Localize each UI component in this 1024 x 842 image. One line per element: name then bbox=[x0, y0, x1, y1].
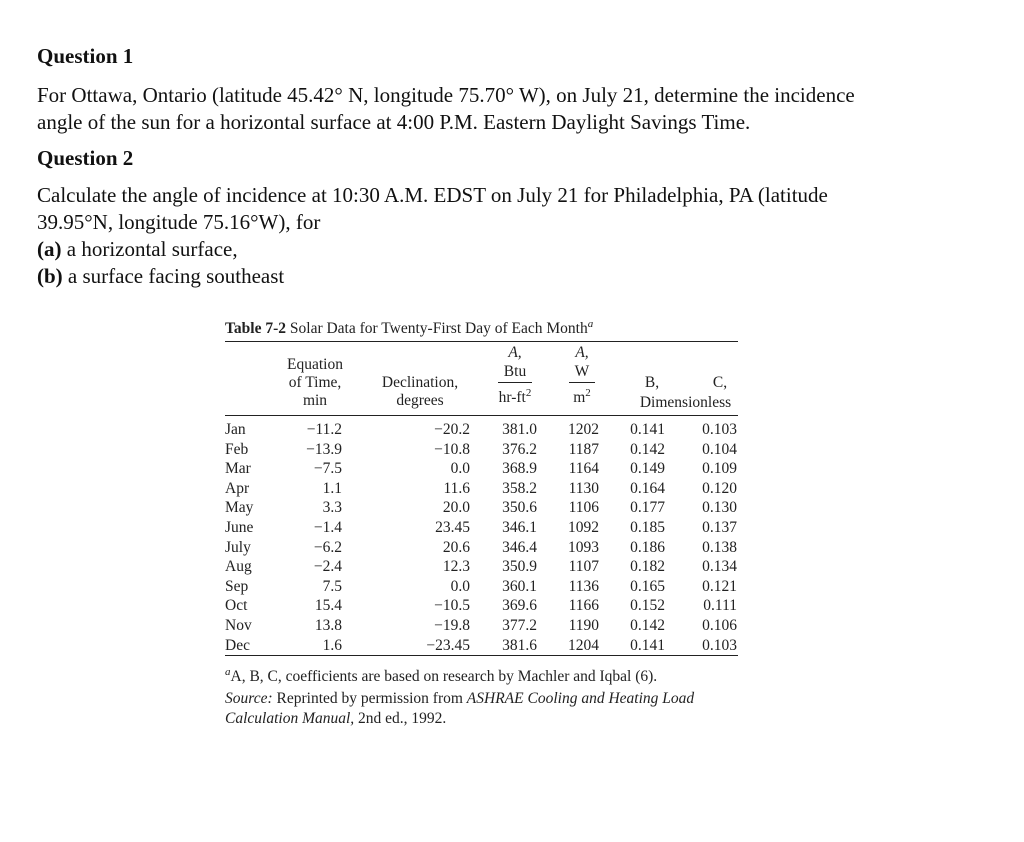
cell-declination: −10.8 bbox=[434, 440, 470, 458]
table-bottom-rule bbox=[225, 655, 738, 656]
table-row bbox=[225, 557, 738, 577]
cell-declination: −23.45 bbox=[426, 636, 470, 654]
cell-c: 0.120 bbox=[702, 479, 737, 497]
cell-b: 0.141 bbox=[630, 636, 665, 654]
table-number: Table 7-2 bbox=[225, 320, 287, 337]
cell-a-btu: 350.6 bbox=[502, 499, 537, 517]
cell-c: 0.103 bbox=[702, 421, 737, 438]
cell-c: 0.106 bbox=[702, 616, 737, 634]
header-a-w-fraction bbox=[569, 362, 596, 408]
cell-a-btu: 358.2 bbox=[502, 479, 537, 497]
table-footnote bbox=[225, 662, 738, 687]
cell-month: Dec bbox=[225, 636, 250, 654]
cell-a-w: 1092 bbox=[568, 518, 599, 536]
header-declination bbox=[365, 374, 475, 410]
question-2-part-b bbox=[37, 263, 828, 290]
cell-month: June bbox=[225, 518, 254, 536]
header-equation-of-time bbox=[265, 356, 365, 410]
cell-a-w: 1093 bbox=[568, 538, 599, 556]
source-title-1: ASHRAE Cooling and Heating Load bbox=[466, 690, 695, 708]
header-a-btu-fraction bbox=[498, 362, 532, 408]
cell-eq-time: −7.5 bbox=[313, 460, 342, 478]
cell-a-w: 1130 bbox=[568, 479, 599, 497]
cell-declination: 20.6 bbox=[442, 538, 470, 556]
cell-month: Nov bbox=[225, 616, 252, 634]
header-a-btu-den-sup: 2 bbox=[525, 387, 532, 399]
part-a-label: (a) bbox=[37, 237, 62, 261]
part-b-label: (b) bbox=[37, 264, 63, 288]
cell-a-w: 1190 bbox=[568, 616, 599, 634]
header-b: B, bbox=[644, 374, 660, 391]
header-a-btu-top: A, bbox=[508, 344, 522, 361]
cell-eq-time: −13.9 bbox=[306, 440, 342, 458]
cell-a-btu: 346.1 bbox=[502, 518, 537, 536]
cell-a-btu: 381.0 bbox=[502, 421, 537, 438]
cell-declination: 23.45 bbox=[435, 518, 470, 536]
cell-eq-time: 3.3 bbox=[322, 499, 342, 517]
header-dimensionless: Dimensionless bbox=[639, 394, 732, 411]
source-label: Source: bbox=[225, 690, 273, 708]
table-body bbox=[225, 420, 738, 655]
footnote-text: A, B, C, coefficients are based on research by Machler and Iqbal (6). bbox=[230, 668, 658, 686]
cell-month: Oct bbox=[225, 597, 248, 615]
cell-c: 0.121 bbox=[702, 577, 737, 595]
question-1-line-2: angle of the sun for a horizontal surface at 4:00 P.M. Eastern Daylight Savings Time. bbox=[37, 110, 751, 134]
question-2-title: Question 2 bbox=[37, 146, 134, 170]
table-row bbox=[225, 459, 738, 479]
cell-eq-time: −11.2 bbox=[306, 421, 342, 438]
cell-month: Jan bbox=[225, 421, 246, 438]
table-row bbox=[225, 479, 738, 499]
question-2-text bbox=[37, 182, 828, 290]
solar-data-table bbox=[225, 318, 738, 729]
cell-a-btu: 368.9 bbox=[502, 460, 537, 478]
cell-a-w: 1187 bbox=[568, 440, 599, 458]
cell-b: 0.186 bbox=[630, 538, 665, 556]
table-source bbox=[225, 689, 738, 729]
cell-b: 0.142 bbox=[630, 616, 665, 634]
cell-declination: 0.0 bbox=[450, 577, 470, 595]
cell-a-w: 1107 bbox=[568, 558, 599, 576]
cell-a-btu: 381.6 bbox=[502, 636, 537, 654]
cell-a-btu: 350.9 bbox=[502, 558, 537, 576]
cell-eq-time: −2.4 bbox=[313, 558, 342, 576]
header-a-w-den-sup: 2 bbox=[585, 387, 591, 399]
header-a-btu-denominator bbox=[498, 383, 532, 408]
cell-month: May bbox=[225, 499, 254, 517]
cell-eq-time: 1.6 bbox=[322, 636, 342, 654]
header-a-w-top: A, bbox=[575, 344, 589, 361]
cell-a-w: 1204 bbox=[568, 636, 599, 654]
header-a-w-numerator: W bbox=[569, 362, 596, 383]
cell-declination: −10.5 bbox=[434, 597, 470, 615]
cell-month: Mar bbox=[225, 460, 251, 478]
cell-c: 0.137 bbox=[702, 518, 737, 536]
cell-c: 0.104 bbox=[702, 440, 737, 458]
cell-b: 0.141 bbox=[630, 421, 665, 438]
question-1-text bbox=[37, 82, 855, 136]
cell-b: 0.142 bbox=[630, 440, 665, 458]
cell-declination: 0.0 bbox=[450, 460, 470, 478]
cell-a-btu: 369.6 bbox=[502, 597, 537, 615]
table-row bbox=[225, 420, 738, 440]
cell-eq-time: 7.5 bbox=[322, 577, 342, 595]
table-row bbox=[225, 498, 738, 518]
cell-declination: 11.6 bbox=[443, 479, 470, 497]
question-2-line-2: 39.95°N, longitude 75.16°W), for bbox=[37, 210, 321, 234]
cell-a-btu: 360.1 bbox=[502, 577, 537, 595]
part-a-text: a horizontal surface, bbox=[61, 237, 238, 261]
cell-b: 0.152 bbox=[630, 597, 665, 615]
table-row bbox=[225, 616, 738, 636]
header-a-btu bbox=[485, 344, 545, 408]
source-tail: 2nd ed., 1992. bbox=[354, 710, 447, 728]
header-a-w-den-text: m bbox=[573, 389, 586, 406]
cell-declination: −20.2 bbox=[434, 421, 470, 438]
header-a-w bbox=[557, 344, 607, 408]
table-row bbox=[225, 636, 738, 656]
cell-declination: −19.8 bbox=[434, 616, 470, 634]
cell-c: 0.109 bbox=[702, 460, 737, 478]
header-a-btu-numerator: Btu bbox=[498, 362, 532, 383]
cell-c: 0.130 bbox=[702, 499, 737, 517]
source-title-2: Calculation Manual, bbox=[225, 710, 355, 728]
cell-c: 0.134 bbox=[702, 558, 737, 576]
cell-b: 0.182 bbox=[630, 558, 665, 576]
cell-declination: 20.0 bbox=[442, 499, 470, 517]
table-caption bbox=[225, 318, 738, 338]
cell-a-w: 1166 bbox=[568, 597, 599, 615]
cell-c: 0.103 bbox=[702, 636, 737, 654]
cell-month: Sep bbox=[225, 577, 249, 595]
table-header-rule bbox=[225, 415, 738, 416]
header-eq-line-2: of Time, bbox=[288, 374, 342, 391]
cell-a-btu: 346.4 bbox=[502, 538, 537, 556]
cell-eq-time: 15.4 bbox=[314, 597, 342, 615]
cell-b: 0.165 bbox=[630, 577, 665, 595]
cell-a-w: 1106 bbox=[568, 499, 599, 517]
table-row bbox=[225, 577, 738, 597]
cell-month: July bbox=[225, 538, 251, 556]
question-2-part-a bbox=[37, 236, 828, 263]
question-2-line-1: Calculate the angle of incidence at 10:30 A.M. EDST on July 21 for Philadelphia, PA (latitude bbox=[37, 183, 828, 207]
cell-eq-time: −6.2 bbox=[313, 538, 342, 556]
cell-b: 0.149 bbox=[630, 460, 665, 478]
table-header bbox=[225, 342, 738, 415]
table-row bbox=[225, 518, 738, 538]
header-dec-line-1: Declination, bbox=[381, 374, 459, 391]
cell-month: Apr bbox=[225, 479, 250, 497]
cell-a-btu: 376.2 bbox=[502, 440, 537, 458]
cell-eq-time: 13.8 bbox=[314, 616, 342, 634]
table-row bbox=[225, 596, 738, 616]
question-1-line-1: For Ottawa, Ontario (latitude 45.42° N, longitude 75.70° W), on July 21, determine the incidence bbox=[37, 83, 855, 107]
table-row bbox=[225, 538, 738, 558]
cell-a-btu: 377.2 bbox=[502, 616, 537, 634]
table-row bbox=[225, 440, 738, 460]
cell-a-w: 1202 bbox=[568, 421, 599, 438]
part-b-text: a surface facing southeast bbox=[62, 264, 285, 288]
header-a-w-denominator bbox=[569, 383, 596, 408]
cell-b: 0.164 bbox=[630, 479, 665, 497]
header-eq-line-3: min bbox=[302, 392, 328, 409]
cell-a-w: 1164 bbox=[568, 460, 599, 478]
cell-b: 0.185 bbox=[630, 518, 665, 536]
table-caption-text: Solar Data for Twenty-First Day of Each Month bbox=[286, 320, 588, 337]
cell-c: 0.111 bbox=[703, 597, 737, 615]
header-c: C, bbox=[712, 374, 728, 391]
header-dec-line-2: degrees bbox=[396, 392, 444, 409]
cell-eq-time: 1.1 bbox=[322, 479, 342, 497]
source-text: Reprinted by permission from bbox=[272, 690, 467, 708]
cell-a-w: 1136 bbox=[568, 577, 599, 595]
cell-month: Aug bbox=[225, 558, 252, 576]
header-eq-line-1: Equation bbox=[287, 356, 343, 373]
question-1-title: Question 1 bbox=[37, 44, 134, 68]
cell-eq-time: −1.4 bbox=[313, 518, 342, 536]
cell-b: 0.177 bbox=[630, 499, 665, 517]
cell-c: 0.138 bbox=[702, 538, 737, 556]
table-caption-sup: a bbox=[587, 318, 594, 330]
cell-declination: 12.3 bbox=[442, 558, 470, 576]
cell-month: Feb bbox=[225, 440, 249, 458]
header-a-btu-den-text: hr-ft bbox=[498, 389, 526, 406]
footnote-sup: a bbox=[225, 666, 231, 679]
